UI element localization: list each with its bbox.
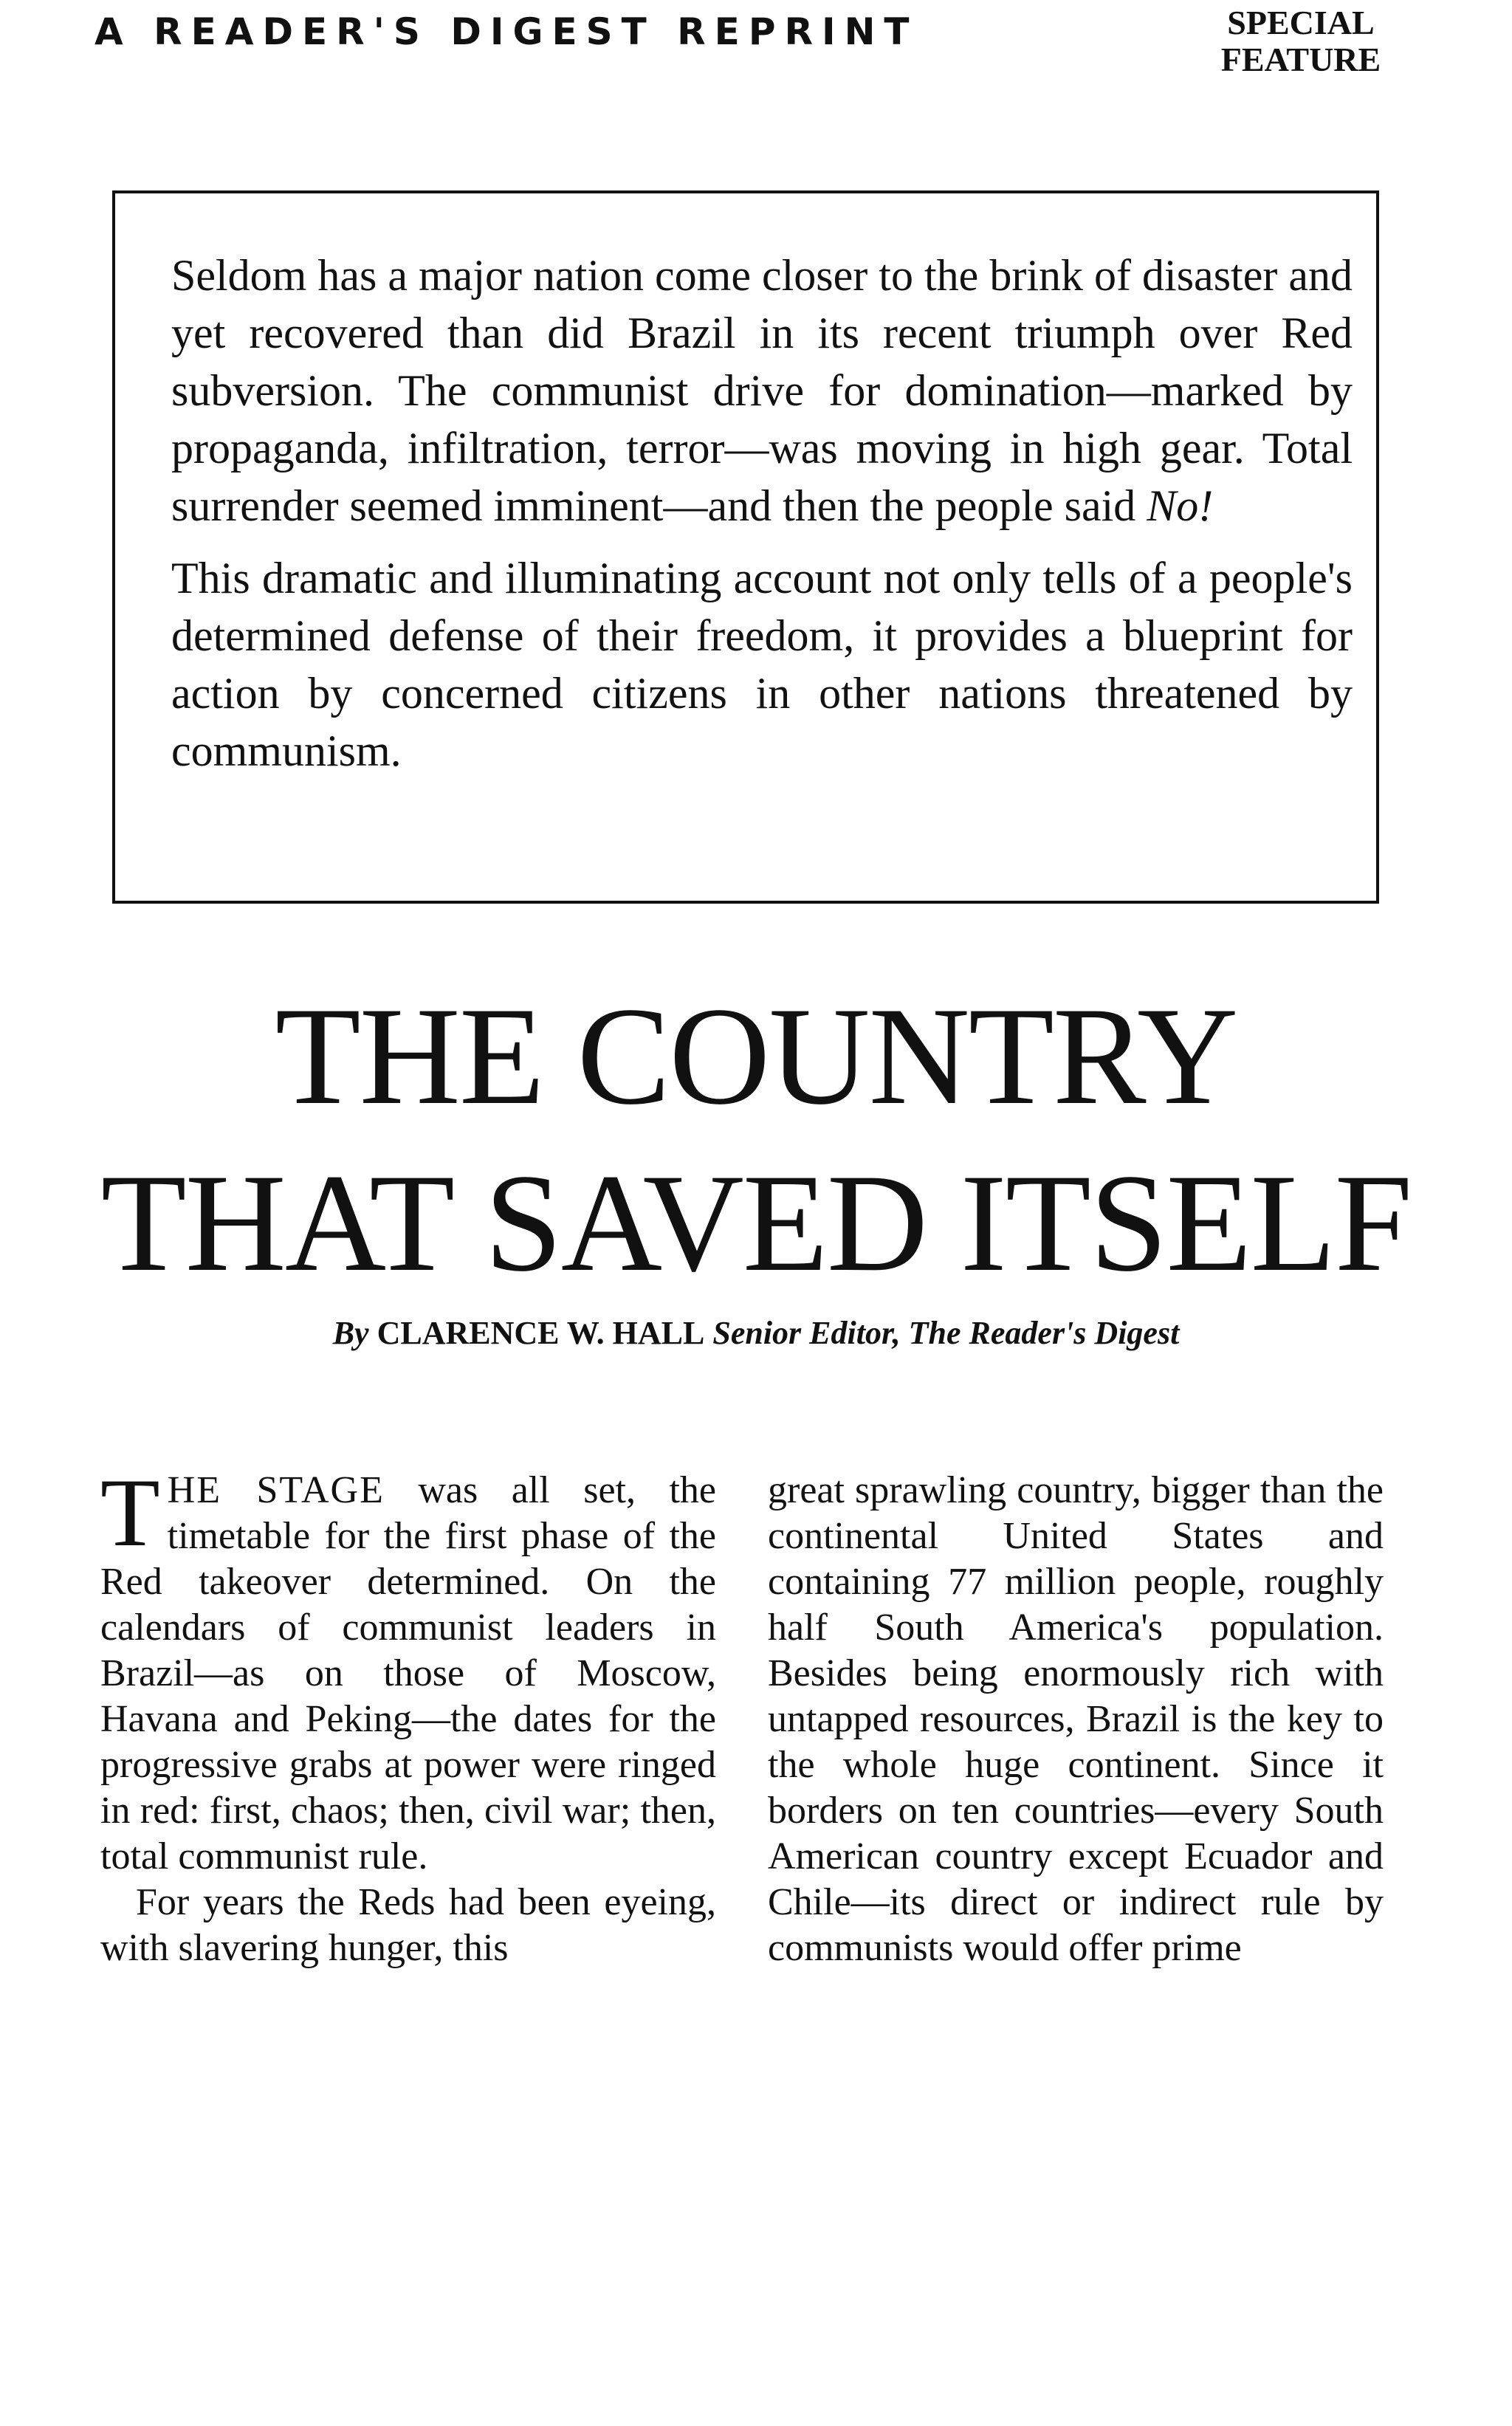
feature-tag xyxy=(1190,4,1412,78)
author-role: Senior Editor, The Reader's Digest xyxy=(712,1315,1180,1351)
article-title xyxy=(74,973,1438,1307)
intro-emphasis: No! xyxy=(1147,481,1214,530)
byline-by: By xyxy=(332,1315,369,1351)
intro-paragraph-1-text: Seldom has a major nation come closer to the brink of disaster and yet recovered than did Brazil in its recent triumph over Red subversion. The communist drive for domination—marked by propaganda, infiltration, terror—was moving in high gear. Total surrender seemed imminent—and then the people said xyxy=(171,251,1353,530)
intro-text xyxy=(171,247,1353,794)
right-paragraph-1: great sprawling country, bigger than the continental United States and containing 77 million people, roughly half South America's population. Besides being enormously rich with untapped resources, Brazil is the key to the whole huge continent. Since it borders on ten countries—every South American country except Ecuador and Chile—its direct or indirect rule by communists would offer prime xyxy=(768,1469,1384,1969)
masthead: A READER'S DIGEST REPRINT xyxy=(94,10,918,53)
byline xyxy=(74,1314,1438,1352)
feature-tag-line2: FEATURE xyxy=(1220,41,1381,78)
title-line-1: THE COUNTRY xyxy=(275,979,1237,1134)
left-paragraph-1 xyxy=(100,1458,716,1880)
article-column-right xyxy=(768,1468,1384,1971)
drop-cap: T xyxy=(100,1458,160,1567)
intro-paragraph-2: This dramatic and illuminating account not only tells of a people's determined defense of their freedom, it provides a blueprint for action by concerned citizens in other nations threatened by communism. xyxy=(171,554,1353,775)
author-name: CLARENCE W. HALL xyxy=(377,1315,705,1351)
lead-smallcaps: HE STAGE xyxy=(167,1469,385,1511)
article-column-left xyxy=(100,1458,716,1971)
intro-paragraph-1 xyxy=(171,247,1353,535)
left-paragraph-1-text: was all set, the timetable for the first phase of the Red takeover determined. On the calendars of communist leaders in Brazil—as on those of Moscow, Havana and Peking—the dates for the progressive grabs at power were ringed in red: first, chaos; then, civil war; then, total communist rule. xyxy=(100,1469,716,1877)
title-line-2: THAT SAVED ITSELF xyxy=(100,1146,1412,1301)
feature-tag-line1: SPECIAL xyxy=(1227,4,1375,41)
left-paragraph-2: For years the Reds had been eyeing, with slavering hunger, this xyxy=(100,1881,716,1969)
